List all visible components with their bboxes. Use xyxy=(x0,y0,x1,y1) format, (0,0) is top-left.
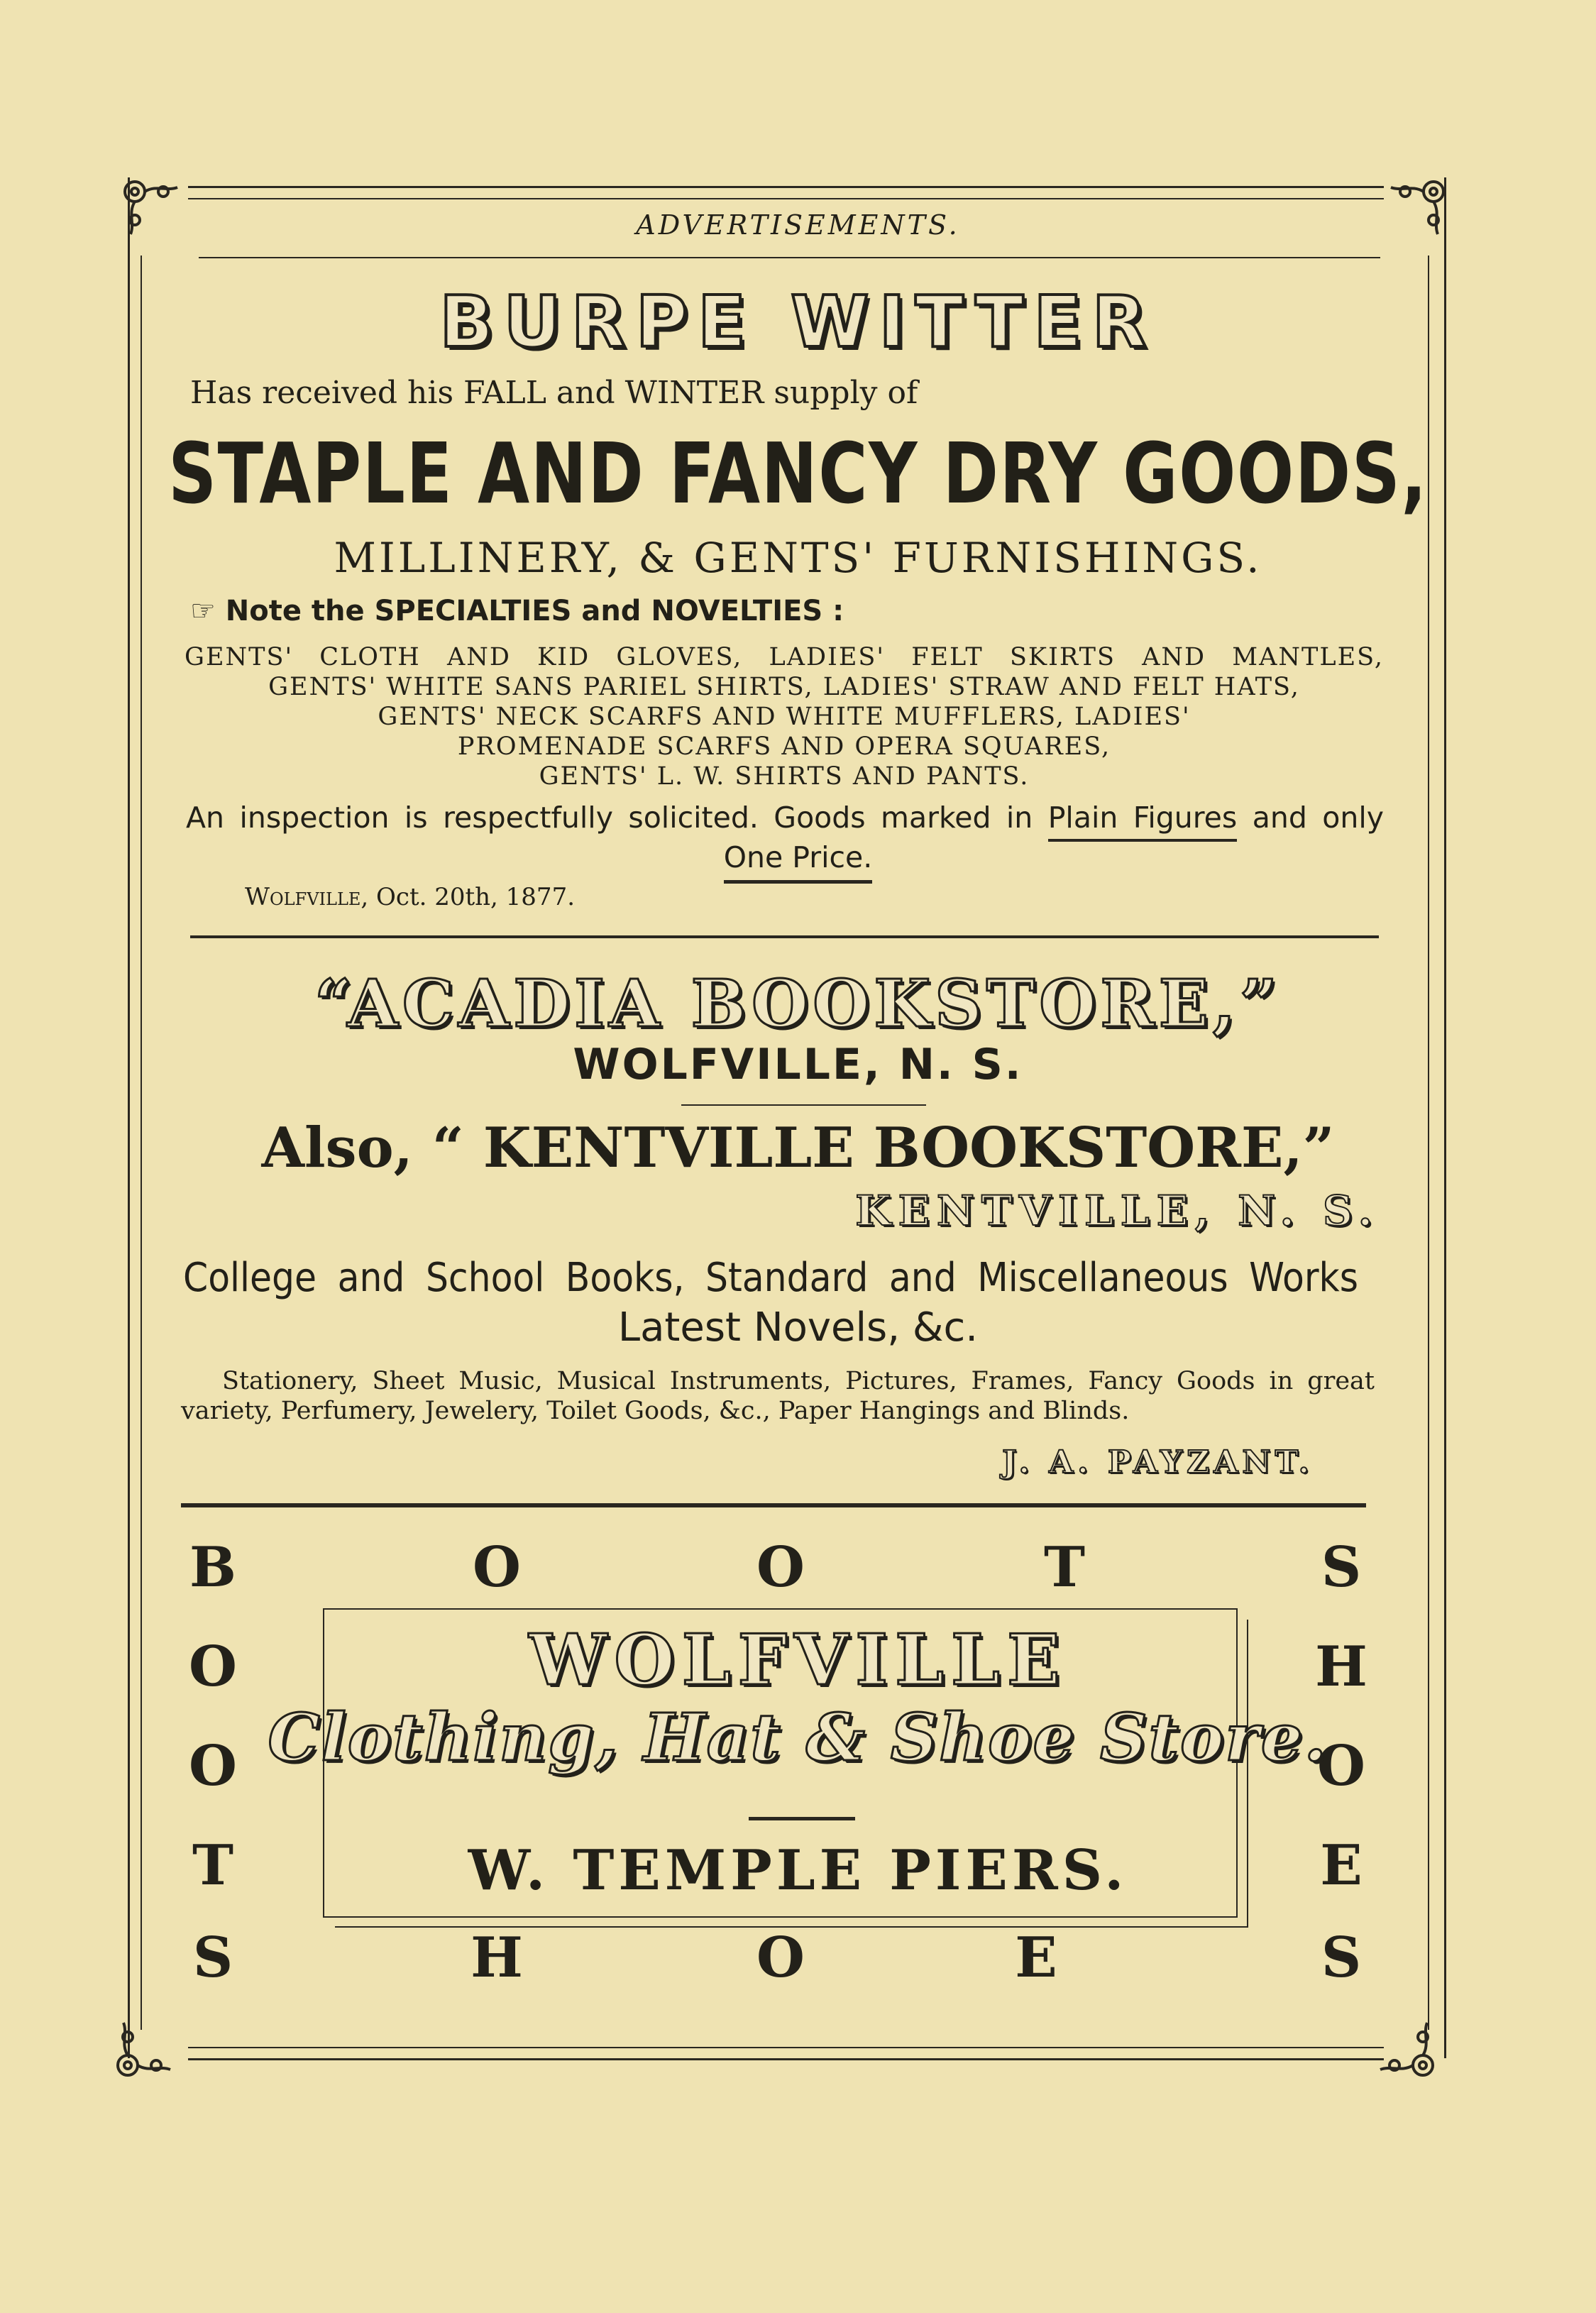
boots-letter: T xyxy=(1043,1535,1086,1600)
boots-letter: B xyxy=(189,1535,236,1600)
inspection-text: An inspection is respectfully solicited. Goods marked in xyxy=(186,801,1033,835)
store-proprietor: W. TEMPLE PIERS. xyxy=(468,1838,1128,1903)
boots-letter: O xyxy=(189,1635,237,1699)
one-price-line xyxy=(0,840,1596,874)
section-divider xyxy=(190,935,1379,938)
store-name: Clothing, Hat & Shoe Store. xyxy=(268,1699,1328,1776)
shoes-letter: E xyxy=(1015,1925,1057,1990)
boots-letter: O xyxy=(756,1535,805,1600)
specialty-line: GENTS' NECK SCARFS AND WHITE MUFFLERS, LADIES' xyxy=(378,703,1191,731)
boots-letter: S xyxy=(192,1925,233,1990)
boots-letter: T xyxy=(192,1833,234,1898)
specialty-line: GENTS' L. W. SHIRTS AND PANTS. xyxy=(539,762,1030,791)
acadia-location: WOLFVILLE, N. S. xyxy=(573,1040,1023,1089)
pointing-hand-icon: ☞ xyxy=(190,595,216,627)
short-rule xyxy=(749,1817,855,1820)
shoes-letter: H xyxy=(470,1925,523,1990)
corner-ornament-icon xyxy=(1366,2009,1444,2087)
plain-figures-text: Plain Figures xyxy=(1048,801,1238,842)
millinery-subheadline: MILLINERY, & GENTS' FURNISHINGS. xyxy=(334,534,1262,582)
top-frame-rule xyxy=(188,186,1384,199)
shoes-letter: S xyxy=(1321,1535,1362,1600)
boots-letter: O xyxy=(189,1734,237,1798)
proprietor-signature: J. A. PAYZANT. xyxy=(1002,1444,1314,1480)
store-town: WOLFVILLE xyxy=(529,1620,1067,1701)
inspection-line xyxy=(186,801,1384,835)
bottom-frame-rule xyxy=(188,2047,1384,2060)
novels-line: Latest Novels, &c. xyxy=(617,1304,979,1351)
and-only-text: and only xyxy=(1252,801,1384,835)
date-text: , Oct. 20th, 1877. xyxy=(361,883,576,911)
specialties-list xyxy=(185,642,1384,791)
boots-letter: O xyxy=(473,1535,521,1600)
page-header: ADVERTISEMENTS. xyxy=(636,209,960,241)
stationery-lines xyxy=(181,1366,1375,1426)
date-place: Wolfville xyxy=(245,883,361,911)
stationery-line: variety, Perfumery, Jewelery, Toilet Goods, &c., Paper Hangings and Blinds. xyxy=(181,1397,1130,1425)
shoes-letter: S xyxy=(1321,1925,1362,1990)
acadia-bookstore-name: “ACADIA BOOKSTORE,” xyxy=(314,965,1282,1042)
shoes-letter: O xyxy=(1317,1734,1365,1798)
stationery-line: Stationery, Sheet Music, Musical Instruments, Pictures, Frames, Fancy Goods in great xyxy=(222,1367,1375,1395)
section-divider xyxy=(181,1503,1366,1507)
specialty-line: GENTS' CLOTH AND KID GLOVES, LADIES' FELT SKIRTS AND MANTLES, xyxy=(185,643,1384,671)
note-text: Note the SPECIALTIES and NOVELTIES : xyxy=(225,595,844,627)
kentville-location: KENTVILLE, N. S. xyxy=(855,1187,1380,1235)
shoes-letter: O xyxy=(756,1925,805,1990)
corner-ornament-icon xyxy=(106,2009,185,2087)
header-rule xyxy=(199,257,1380,258)
shoes-letter: H xyxy=(1315,1635,1367,1699)
burpe-witter-name: BURPE WITTER xyxy=(439,280,1157,363)
dateline xyxy=(245,883,575,911)
one-price-text: One Price. xyxy=(724,840,873,884)
specialty-line: PROMENADE SCARFS AND OPERA SQUARES, xyxy=(457,732,1111,761)
kentville-bookstore-line: Also, “ KENTVILLE BOOKSTORE,” xyxy=(261,1116,1335,1180)
shoes-letter: E xyxy=(1320,1833,1363,1898)
short-rule xyxy=(681,1104,926,1106)
specialty-line: GENTS' WHITE SANS PARIEL SHIRTS, LADIES' STRAW AND FELT HATS, xyxy=(268,673,1300,701)
dry-goods-headline: STAPLE AND FANCY DRY GOODS, xyxy=(168,424,1428,522)
note-line xyxy=(190,595,844,627)
books-line: College and School Books, Standard and Miscellaneous Works xyxy=(183,1255,1358,1301)
received-line: Has received his FALL and WINTER supply of xyxy=(190,375,918,411)
